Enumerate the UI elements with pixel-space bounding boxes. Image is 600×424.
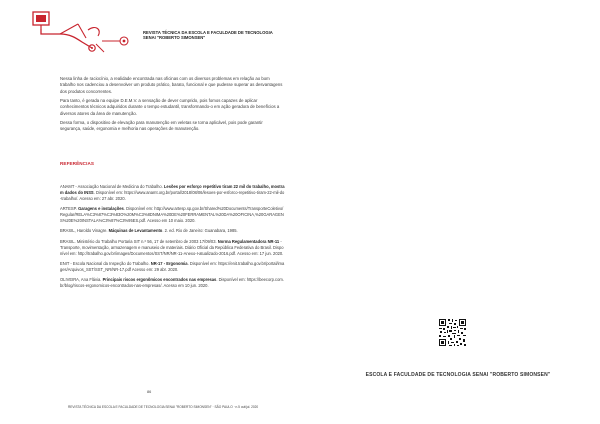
reference-item	[60, 206, 285, 224]
references-list	[60, 184, 285, 293]
footer-line: REVISTA TÉCNICA DA ESCOLA E FACULDADE DE TECNOLOGIA SENAI "ROBERTO SIMONSEN" · SÃO PAULO · n.5 out/jul. 2020	[68, 405, 259, 409]
journal-logo-icon	[30, 8, 140, 54]
reference-item	[60, 277, 285, 289]
paragraph: Para tanto, é gerada na equipe D.E.M.V. a sensação de dever cumprido, pois fomos capazes de aplicar conhecimentos técnicos adquiridos durante o tempo estudantil, transformando-o em ação geradora de benefícios a diversos atores da área de manutenção.	[60, 97, 280, 116]
reference-text: BRASIL, Haroldo Vinagre.	[60, 228, 109, 234]
reference-item	[60, 228, 285, 234]
body-text	[60, 76, 285, 135]
reference-text: ENIT - Escola Nacional da Inspeção do Trabalho.	[60, 260, 151, 266]
reference-text: . 2. ed. Rio de Janeiro: Guanabara, 1985.	[162, 228, 238, 234]
reference-item	[60, 239, 285, 257]
reference-item	[60, 184, 285, 202]
reference-item	[60, 261, 285, 273]
reference-title: NR-17 - Ergonomia	[150, 260, 188, 266]
reference-text: - Transporte, movimentação, armazenagem e manuseio de materiais. Diário Oficial da República Federativa do Brasil. Disponível em: http://trabalho.gov.br/images/Documentos/SST/NR/NR-11-Anexo-I-atualizado-2016.pdf. Acesso em: 17 jun. 2020.	[60, 238, 284, 256]
journal-title-line-1: REVISTA TÉCNICA DA ESCOLA E FACULDADE DE TECNOLOGIA	[143, 30, 273, 35]
reference-title: Garagens e instalações	[78, 206, 124, 212]
reference-text: . Disponível em: http://www.artesp.sp.gov.br/Shared%20Documents/TransporteColetivo/Regular/RELA%C3%87%C3%83O%20M%C3%8DNIMA%20DE%20FERRAMENTAL%20DA%20OFICINA,%20GARAGENS%20E%20INSTALA%C3%87%C3%95ES.pdf. Acesso em 10 maio. 2020.	[60, 206, 284, 224]
reference-text: OLIVEIRA, Ana Flávia.	[60, 276, 103, 282]
school-name: ESCOLA E FACULDADE DE TECNOLOGIA SENAI "ROBERTO SIMONSEN"	[365, 372, 551, 378]
reference-text: . Disponível em: https://www.anamt.org.br/portal/2018/08/06/lesoes-por-esforco-repetitivo-tiram-22-mil-do-trabalho/. Acesso em: 27 abr. 2020.	[60, 190, 285, 201]
reference-title: Norma Regulamentadora NR-11	[217, 238, 280, 244]
right-page	[300, 0, 600, 424]
reference-title: Lesões por esforço repetitivo tiram 22 mil do trabalho, mostram dados do INSS	[60, 184, 285, 195]
page-number: 86	[147, 390, 152, 394]
journal-title	[143, 30, 293, 40]
reference-text: ANAMT - Associação Nacional de Medicina do Trabalho.	[60, 184, 164, 189]
references-heading: REFERÊNCIAS	[60, 161, 95, 166]
reference-text: BRASIL. Ministério do Trabalho Portaria SIT n.º 56, 17 de setembro de 2003 17/09/03.	[60, 238, 218, 244]
reference-text: . Disponível em: https://beecorp.com.br/blog/riscos-ergonomicos-encontrados-nas-empresas/. Acesso em 10 jun. 2020.	[60, 276, 284, 288]
qr-code-icon	[438, 318, 467, 347]
journal-title-line-2: SENAI "ROBERTO SIMONSEN"	[143, 35, 206, 41]
reference-title: Máquinas de Levantamento	[108, 228, 163, 234]
paragraph: Nessa linha de raciocínio, a realidade encontrada nas oficinas com os diversos problemas em relação ao bom trabalho nos cadenciou a desenvolver um produto prático, barato, funcional e que pudesse superar as desvantagens dos produtos concorrentes.	[60, 76, 283, 94]
reference-title: Principais riscos ergonômicos encontrados nas empresas	[102, 276, 217, 282]
paragraph: Dessa forma, o dispositivo de elevação para manutenção em veletas se torna aplicável, pois pode garantir segurança, saúde, ergonomia e melhoria nas operações de manutenção.	[60, 119, 263, 132]
reference-text: . Disponível em: https://enit.trabalho.gov.br/portal/images/Arquivos_SST/SST_NR/NR-17.pdf Acesso em: 29 abr. 2020.	[60, 260, 285, 272]
reference-text: ARTESP.	[60, 206, 79, 212]
